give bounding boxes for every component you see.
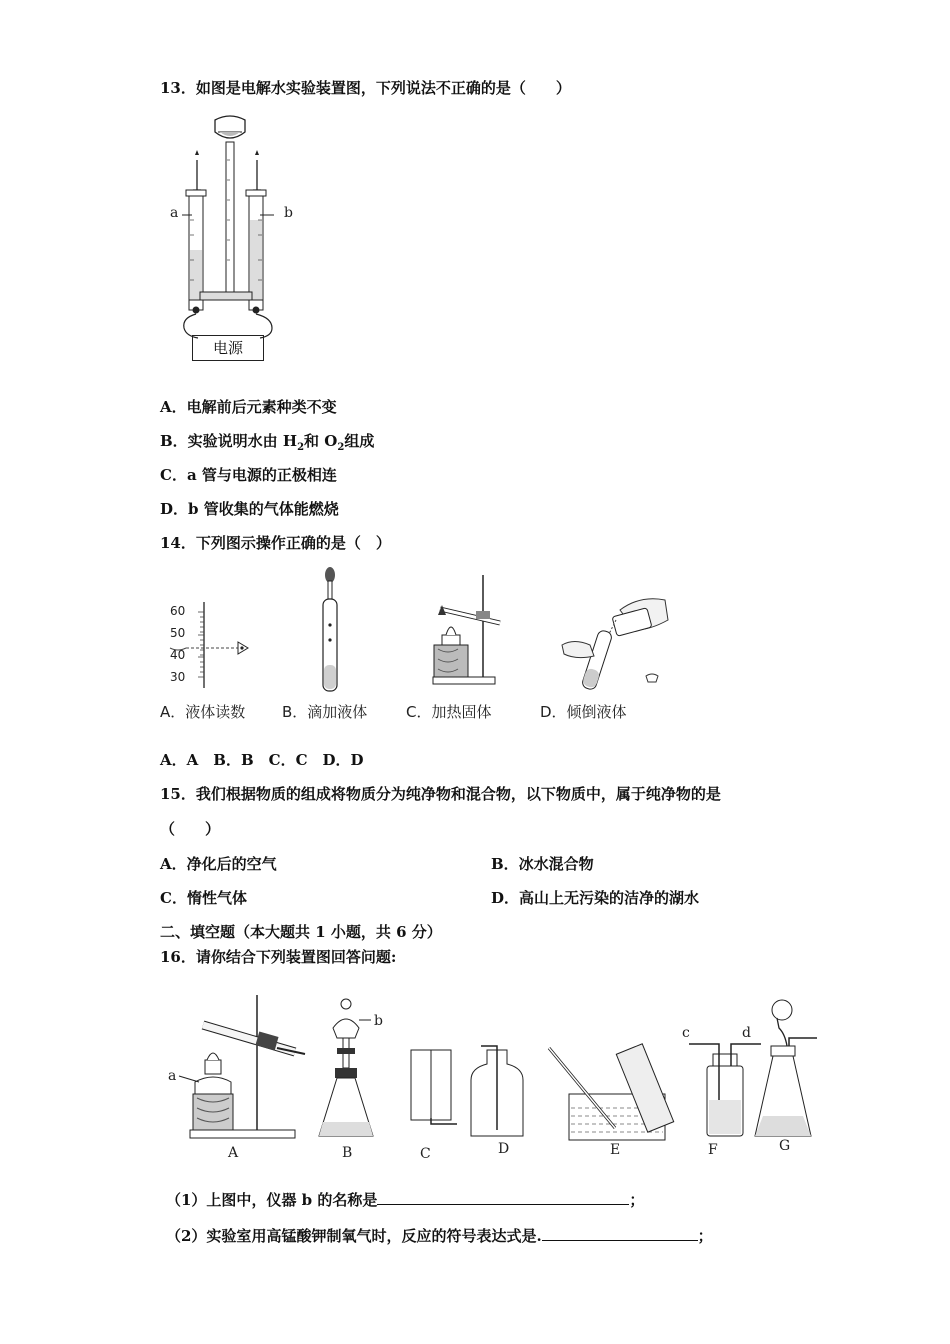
cyl-tick-50: 50 (170, 626, 186, 640)
q16-sub2-text: （2）实验室用高锰酸钾制氧气时，反应的符号表达式是. (166, 1227, 542, 1245)
q13-option-b-sub1: 2 (297, 442, 305, 453)
q14-answers: A．A B．B C．C D．D (160, 751, 364, 769)
q16-apparatus-figure (165, 990, 825, 1160)
fig14-caption-b: B．滴加液体 (282, 703, 368, 721)
q16-sub1-blank[interactable] (377, 1190, 629, 1205)
section2-title: 二、填空题（本大题共 1 小题，共 6 分） (160, 923, 442, 941)
q16-label-A: A (228, 1145, 239, 1161)
q16-label-C: C (420, 1146, 431, 1162)
q13-stem: 13．如图是电解水实验装置图，下列说法不正确的是（ ） (160, 79, 571, 97)
fig13-label-b: b (284, 205, 293, 221)
q16-label-G: G (779, 1138, 791, 1154)
q13-option-b (160, 430, 374, 453)
q15-option-b: B．冰水混合物 (491, 855, 594, 873)
q16-sub2-end: ； (697, 1227, 713, 1245)
q13-option-a: A．电解前后元素种类不变 (160, 398, 337, 416)
q15-paren: （ ） (160, 820, 221, 838)
q16-label-D: D (498, 1141, 510, 1157)
q13-option-c: C．a 管与电源的正极相连 (160, 466, 337, 484)
q16-sub1-end: ； (629, 1191, 645, 1209)
fig14-c-heating-solid (428, 575, 523, 687)
q16-label-E: E (610, 1142, 621, 1158)
fig14-caption-d: D．倾倒液体 (540, 703, 627, 721)
fig14-caption-a: A．液体读数 (160, 703, 246, 721)
q13-option-b-text2: 和 O (304, 432, 338, 450)
q16-label-d: d (742, 1025, 751, 1041)
q13-option-d: D．b 管收集的气体能燃烧 (160, 500, 339, 518)
q13-option-b-text1: B．实验说明水由 H (160, 432, 298, 450)
q15-stem: 15．我们根据物质的组成将物质分为纯净物和混合物，以下物质中，属于纯净物的是 (160, 785, 721, 803)
q16-label-b: b (374, 1013, 383, 1029)
fig14-d-pouring-liquid (560, 590, 670, 690)
fig13-label-a: a (170, 205, 179, 221)
q16-label-a: a (168, 1068, 177, 1084)
q13-option-b-sub2: 2 (337, 442, 345, 453)
q16-sub1 (166, 1189, 644, 1210)
cyl-tick-60: 60 (170, 604, 186, 618)
q15-option-d: D．高山上无污染的洁净的湖水 (491, 889, 700, 907)
q16-sub2-blank[interactable] (542, 1226, 698, 1241)
q15-option-c: C．惰性气体 (160, 889, 247, 907)
q16-label-c: c (682, 1025, 690, 1041)
q16-label-F: F (708, 1142, 718, 1158)
cyl-tick-40: 40 (170, 648, 186, 662)
q16-stem: 16．请你结合下列装置图回答问题: (160, 948, 397, 966)
power-supply-box: 电源 (192, 335, 264, 361)
q16-sub2 (166, 1225, 713, 1246)
q15-option-a: A．净化后的空气 (160, 855, 277, 873)
fig14-b-dropper (310, 565, 350, 695)
q16-sub1-text: （1）上图中，仪器 b 的名称是 (166, 1191, 378, 1209)
q16-label-B: B (342, 1145, 353, 1161)
q14-stem: 14．下列图示操作正确的是（ ） (160, 534, 391, 552)
electrolysis-apparatus-figure (160, 110, 300, 365)
fig14-caption-c: C．加热固体 (406, 703, 492, 721)
cyl-tick-30: 30 (170, 670, 186, 684)
q13-option-b-text3: 组成 (344, 432, 375, 450)
